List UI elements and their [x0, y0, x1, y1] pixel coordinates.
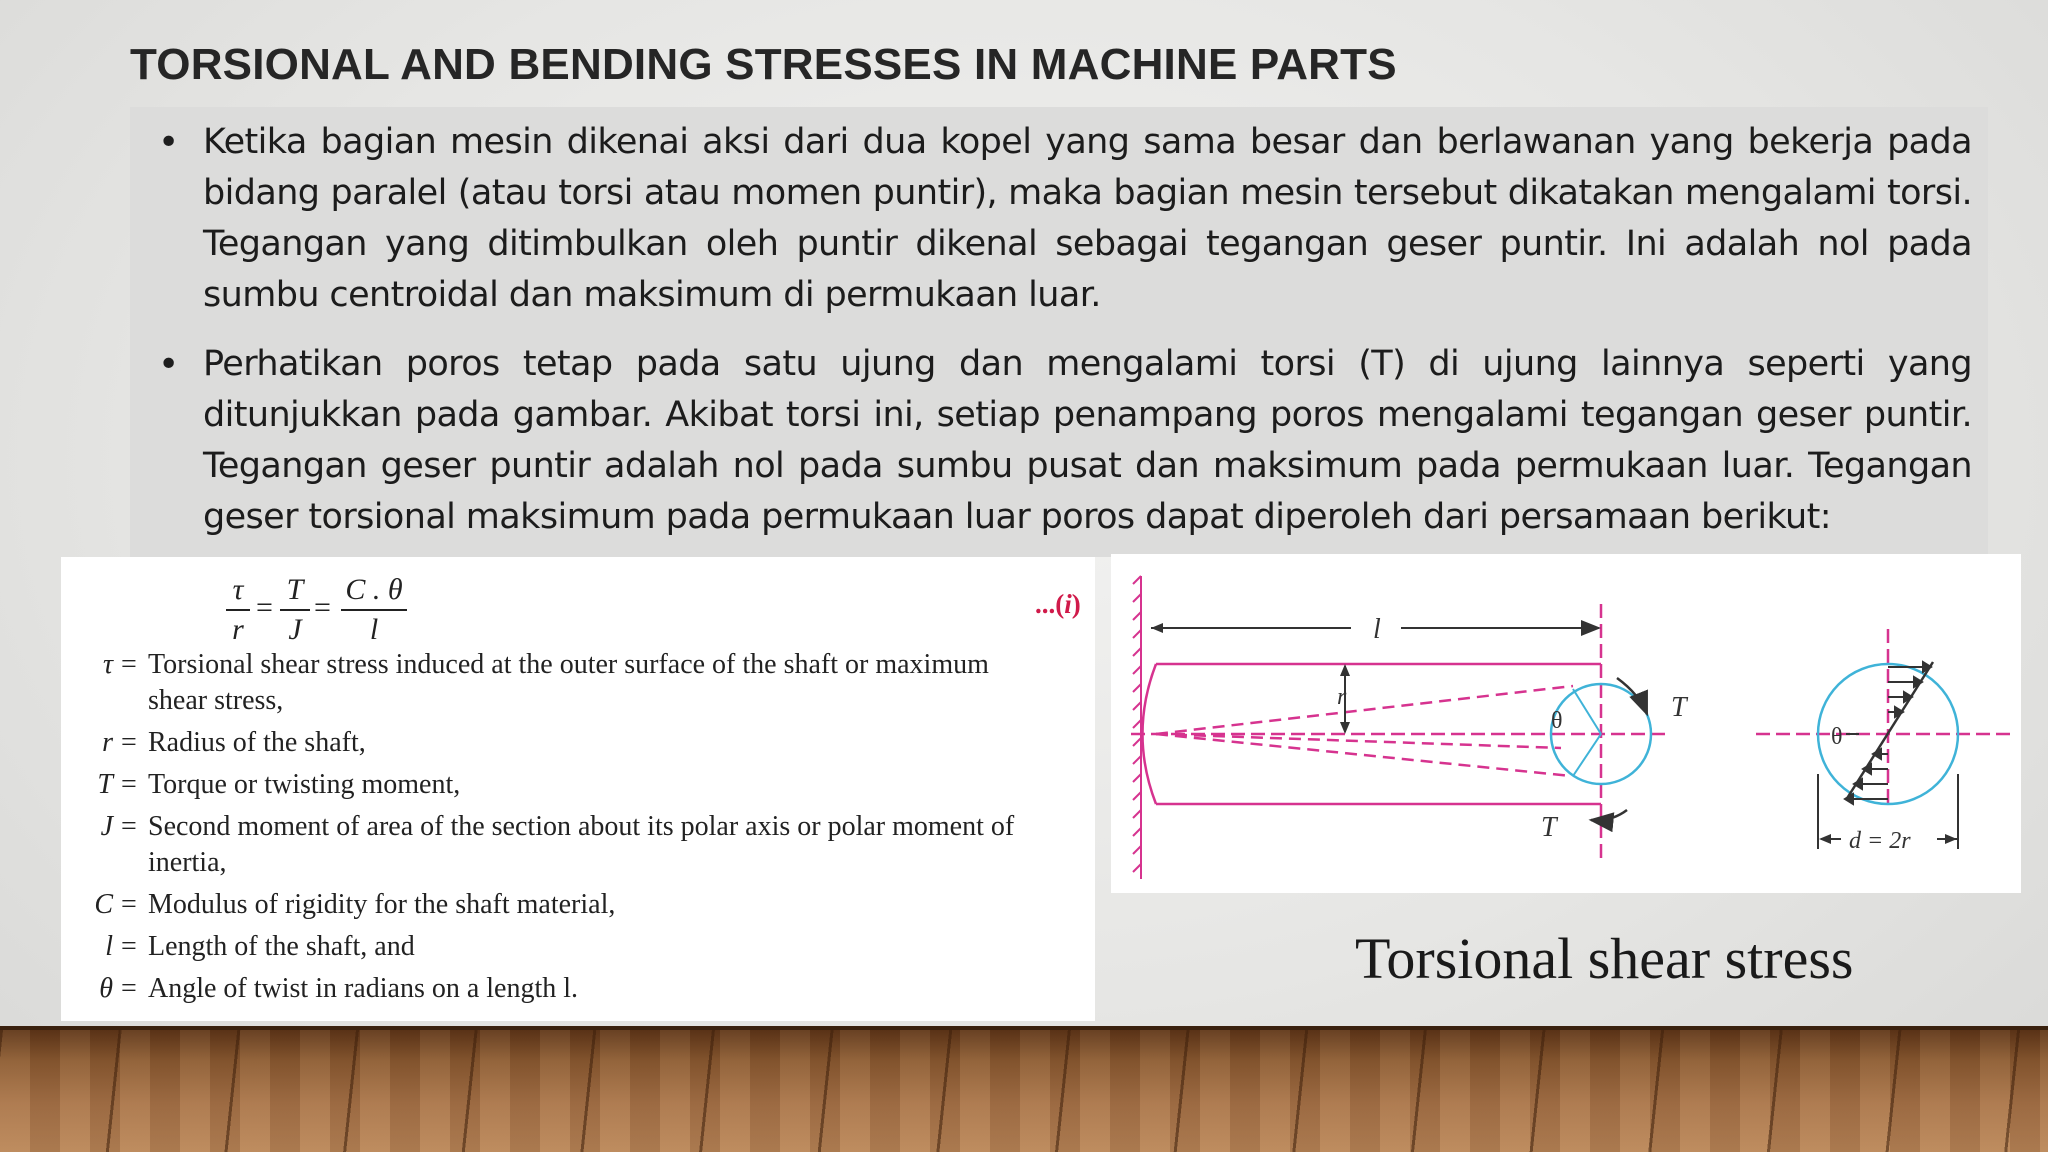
equals-2: = [314, 591, 331, 624]
label-r: r [1337, 684, 1347, 710]
cross-section [1756, 629, 2011, 804]
bullet-dot: • [158, 122, 180, 163]
label-T-top: T [1671, 692, 1687, 723]
shaft-diagram [1111, 554, 2021, 893]
slide-title: TORSIONAL AND BENDING STRESSES IN MACHINE PARTS [130, 40, 1397, 89]
label-T-bottom: T [1541, 812, 1557, 843]
equals-1: = [256, 591, 273, 624]
bullet-text-1: Ketika bagian mesin dikenai aksi dari dua kopel yang sama besar dan berlawanan yang bekerja pada bidang paralel (atau torsi atau momen puntir), maka bagian mesin tersebut dikatakan mengalami torsi. Tegangan yang ditimbulkan oleh puntir dikenal sebagai tegangan geser puntir. Ini adalah nol pada sumbu centroidal dan maksimum di permukaan luar. [203, 122, 1972, 315]
figure-caption: Torsional shear stress [1355, 926, 1854, 991]
label-theta: θ [1551, 708, 1563, 734]
label-d: d = 2r [1849, 828, 1911, 854]
fraction-T-J: T J [280, 573, 310, 647]
fixed-wall [1133, 576, 1141, 879]
label-theta-2: θ [1831, 724, 1843, 750]
bullet-text-2: Perhatikan poros tetap pada satu ujung dan mengalami torsi (T) di ujung lainnya seperti yang ditunjukkan pada gambar. Akibat torsi ini, setiap penampang poros mengalami tegangan geser puntir. Tegangan geser puntir adalah nol pada sumbu pusat dan maksimum pada permukaan luar. Tegangan geser torsional maksimum pada permukaan luar poros dapat diperoleh dari persamaan berikut: [203, 344, 1972, 537]
shaft-figure [1111, 554, 2021, 893]
label-l: l [1373, 614, 1381, 645]
formula-panel: τ r = T J = C . θ l ...(i) τ = Torsional shear stress induced at the outer surface of the shaft or maximum shear stress, r = Radius of the shaft, T = Torque or twisting moment, J = Second moment of area of the section about its polar axis or polar moment of inertia, C = Modulus of rigidity for the shaft material, l = Length of the shaft, and θ = Angle of twist in radians on a length l. [61, 557, 1095, 1021]
wooden-floor [0, 1030, 2048, 1152]
equation-number: ...(i) [1035, 589, 1081, 619]
fraction-tau-r: τ r [226, 573, 250, 647]
fraction-C-theta-l: C . θ l [341, 573, 407, 647]
shaft-body [1131, 604, 1671, 864]
bullet-dot: • [158, 344, 180, 385]
text-box [130, 107, 1988, 557]
